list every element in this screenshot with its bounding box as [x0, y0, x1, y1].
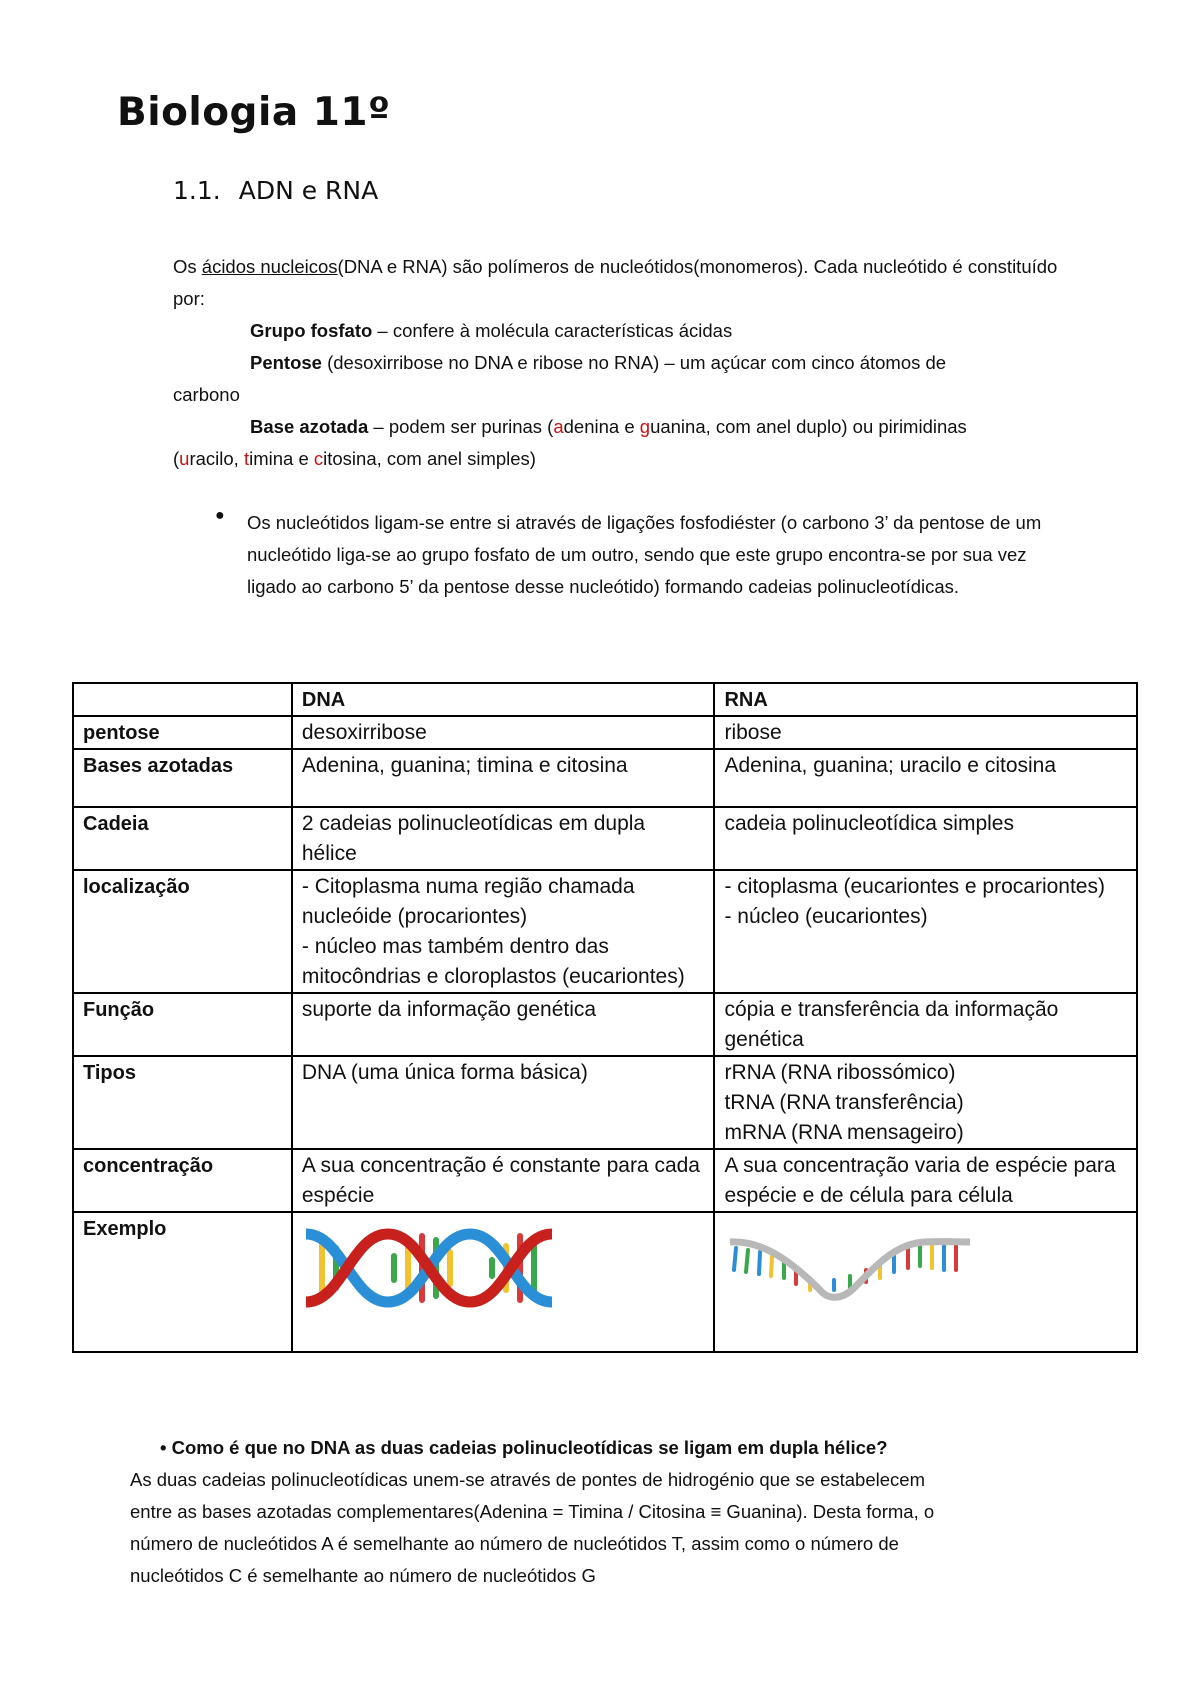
row-label: Tipos: [73, 1056, 292, 1149]
rna-cell: A sua concentração varia de espécie para espécie e de célula para célula: [714, 1149, 1137, 1212]
component-pentose: Pentose (desoxirribose no DNA e ribose no RNA) – um açúcar com cinco átomos de: [250, 352, 947, 373]
section-title: ADN e RNA: [238, 176, 379, 205]
table-row: [73, 870, 1137, 993]
rna-cell: - citoplasma (eucariontes e procariontes) - núcleo (eucariontes): [714, 870, 1137, 993]
table-row: [73, 993, 1137, 1056]
rna-cell: ribose: [714, 716, 1137, 749]
dna-double-helix-icon: [302, 1214, 558, 1322]
table-row: [73, 716, 1137, 749]
answer-paragraph: As duas cadeias polinucleotídicas unem-se através de pontes de hidrogénio que se estabelecem entre as bases azotadas complementares(Adenina = Timina / Citosina ≡ Guanina). Desta forma, o número de nucleótidos A é semelhante ao número de nucleótidos T, assim como o número de nucleótidos C é semelhante ao número de nucleótidos G: [130, 1469, 935, 1586]
rna-cell: cópia e transferência da informação genética: [714, 993, 1137, 1056]
component-phosphate: Grupo fosfato – confere à molécula características ácidas: [250, 320, 733, 341]
dna-cell: 2 cadeias polinucleotídicas em dupla hélice: [292, 807, 715, 870]
header-cell-rna: RNA: [714, 683, 1137, 716]
row-label: Função: [73, 993, 292, 1056]
dna-image-cell: [292, 1212, 715, 1352]
rna-cell: Adenina, guanina; uracilo e citosina: [714, 749, 1137, 807]
row-label: Cadeia: [73, 807, 292, 870]
row-label: Exemplo: [73, 1212, 292, 1352]
table-header-row: [73, 683, 1137, 716]
intro-paragraph: Os ácidos nucleicos(DNA e RNA) são polímeros de nucleótidos(monomeros). Cada nucleótido é constituído por:: [173, 256, 1058, 309]
page-title: Biologia 11º: [117, 90, 391, 135]
component-base-continued: (uracilo, timina e citosina, com anel simples): [173, 448, 536, 469]
dna-cell: desoxirribose: [292, 716, 715, 749]
rna-cell: cadeia polinucleotídica simples: [714, 807, 1137, 870]
rna-cell: rRNA (RNA ribossómico) tRNA (RNA transferência) mRNA (RNA mensageiro): [714, 1056, 1137, 1149]
section-heading: [173, 176, 396, 205]
dna-cell: DNA (uma única forma básica): [292, 1056, 715, 1149]
table-row: [73, 1149, 1137, 1212]
question-bullet-icon: •: [160, 1437, 172, 1458]
table-row: [73, 1056, 1137, 1149]
dna-cell: Adenina, guanina; timina e citosina: [292, 749, 715, 807]
row-label: pentose: [73, 716, 292, 749]
dna-cell: A sua concentração é constante para cada espécie: [292, 1149, 715, 1212]
header-cell-empty: [73, 683, 292, 716]
dna-rna-comparison-table: [72, 682, 1138, 1353]
bullet-icon: ●: [215, 507, 225, 524]
nucleic-acids-term: ácidos nucleicos: [201, 256, 338, 277]
row-label: concentração: [73, 1149, 292, 1212]
header-cell-dna: DNA: [292, 683, 715, 716]
component-pentose-continued: carbono: [173, 384, 240, 405]
table-row: [73, 1212, 1137, 1352]
phosphodiester-bullet-text: Os nucleótidos ligam-se entre si através de ligações fosfodiéster (o carbono 3’ da pentose de um nucleótido liga-se ao grupo fosfato de um outro, sendo que este grupo encontra-se por sua vez ligado ao carbono 5’ da pentose desse nucleótido) formando cadeias polinucleotídicas.: [247, 512, 1042, 597]
component-base: Base azotada – podem ser purinas (adenina e guanina, com anel duplo) ou pirimidinas: [250, 416, 967, 437]
table-row: [73, 807, 1137, 870]
row-label: localização: [73, 870, 292, 993]
row-label: Bases azotadas: [73, 749, 292, 807]
question-text: Como é que no DNA as duas cadeias polinucleotídicas se ligam em dupla hélice?: [171, 1437, 888, 1458]
table-row: [73, 749, 1137, 807]
section-number: 1.1.: [173, 176, 221, 205]
question-line: [160, 1432, 980, 1464]
rna-image-cell: [714, 1212, 1137, 1352]
dna-cell: suporte da informação genética: [292, 993, 715, 1056]
dna-cell: - Citoplasma numa região chamada nucleóide (procariontes) - núcleo mas também dentro das mitocôndrias e cloroplastos (eucariontes): [292, 870, 715, 993]
rna-single-strand-icon: [724, 1214, 974, 1314]
